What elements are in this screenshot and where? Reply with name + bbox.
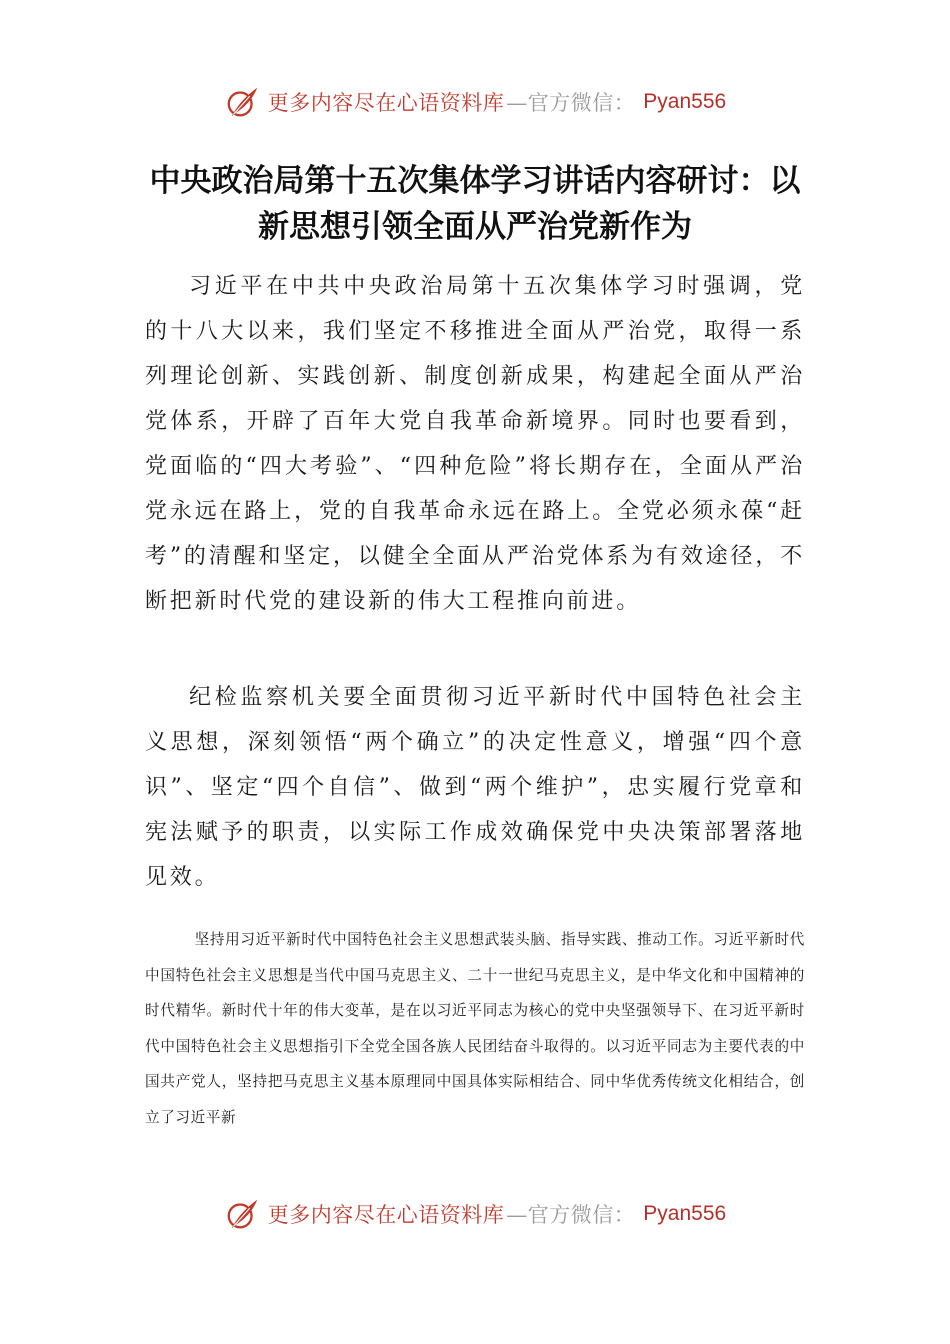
body-paragraph-3: 坚持用习近平新时代中国特色社会主义思想武装头脑、指导实践、推动工作。习近平新时代中国特色社会主义思想是当代中国马克思主义、二十一世纪马克思主义，是中华文化和中国精神的时代精华。新时代十年的伟大变革，是在以习近平同志为核心的党中央坚强领导下、在习近平新时代中国特色社会主义思想指引下全党全国各族人民团结奋斗取得的。以习近平同志为主要代表的中国共产党人，坚持把马克思主义基本原理同中国具体实际相结合、同中华优秀传统文化相结合，创立了习近平新 (145, 931, 805, 1126)
footer-wechat-id: Pyan556 (643, 1202, 727, 1225)
body-paragraph-1: 习近平在中共中央政治局第十五次集体学习时强调，党的十八大以来，我们坚定不移推进全面从严治党，取得一系列理论创新、实践创新、制度创新成果，构建起全面从严治党体系，开辟了百年大党自我革命新境界。同时也要看到，党面临的“四大考验”、“四种危险”将长期存在，全面从严治党永远在路上，党的自我革命永远在路上。全党必须永葆“赶考”的清醒和坚定，以健全全面从严治党体系为有效途径，不断把新时代党的建设新的伟大工程推向前进。 (145, 274, 805, 614)
header-banner-text: 更多内容尽在心语资料库 (267, 91, 505, 115)
body-paragraph-2: 纪检监察机关要全面贯彻习近平新时代中国特色社会主义思想，深刻领悟“两个确立”的决定性意义，增强“四个意识”、坚定“四个自信”、做到“两个维护”，忠实履行党章和宪法赋予的职责，以实际工作成效确保党中央决策部署落地见效。 (145, 685, 805, 890)
header-banner-separator: —官方微信： (506, 91, 636, 115)
footer-banner (0, 1192, 950, 1236)
header-banner (0, 80, 950, 124)
document-title: 中央政治局第十五次集体学习讲话内容研讨：以新思想引领全面从严治党新作为 (149, 163, 801, 245)
footer-banner-separator: —官方微信： (506, 1203, 636, 1227)
quill-logo-icon (224, 1195, 262, 1233)
header-wechat-id: Pyan556 (643, 90, 727, 113)
quill-logo-icon (224, 83, 262, 121)
footer-banner-text: 更多内容尽在心语资料库 (267, 1203, 505, 1227)
